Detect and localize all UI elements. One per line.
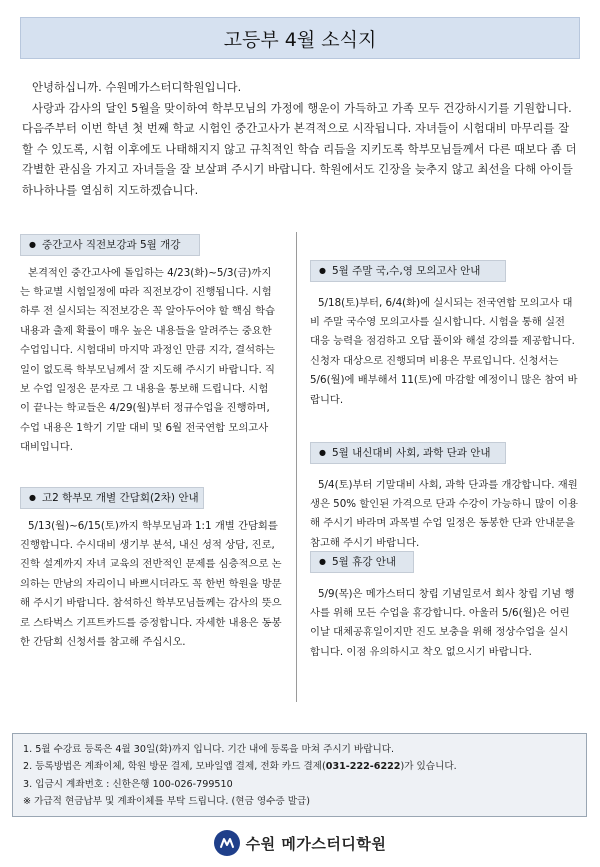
payment-notice-box xyxy=(12,733,587,817)
notice-line xyxy=(23,758,576,775)
notice-line: ※ 가급적 현금납부 및 계좌이체를 부탁 드립니다. (현금 영수증 발급) xyxy=(23,796,310,808)
notice-line: 3. 입금시 계좌번호 : 신한은행 100-026-799510 xyxy=(23,778,233,790)
intro-letter xyxy=(22,78,582,202)
section-heading-text: 5월 내신대비 사회, 과학 단과 안내 xyxy=(331,447,491,459)
section-heading-text: 5월 휴강 안내 xyxy=(331,556,397,568)
notice-text: 2. 등록방법은 계좌이체, 학원 방문 결제, 모바일앱 결제, 전화 카드 결제( xyxy=(23,761,326,773)
intro-greeting: 안녕하십니까. 수원메가스터디학원입니다. xyxy=(32,81,242,94)
footer xyxy=(0,827,600,859)
section-heading-text: 고2 학부모 개별 간담회(2차) 안내 xyxy=(41,492,199,504)
section-heading xyxy=(310,260,506,282)
section-special-course xyxy=(310,440,578,553)
section-body: 본격적인 중간고사에 돌입하는 4/23(화)~5/3(금)까지는 학교별 시험일정에 따라 직전보강이 진행됩니다. 시험 하루 전 실시되는 직전보강은 꼭 알아두어야 할 핵심 학습 내용과 출제 확률이 매우 높은 내용들을 알려주는 중요한 수업입니다. 시험대비 마지막 과정인 만큼 지각, 결석하는 일이 없도록 학부모님께서 잘 지도해 주시기 바랍니다. 직보 수업 일정은 문자로 그 내용을 통보해 드립니다. 시험이 끝나는 학교들은 4/29(월)부터 정규수업을 진행하며, 수업 내용은 1학기 기말 대비 및 6월 전국연합 모의고사 대비입니다. xyxy=(20,266,275,454)
section-body: 5/4(토)부터 기말대비 사회, 과학 단과를 개강합니다. 재원생은 50% 할인된 가격으로 단과 수강이 가능하니 많이 이용해 주시기 바라며 과목별 수업 일정은 동봉한 단과 안내문을 참고해 주시기 바랍니다. xyxy=(310,478,578,549)
intro-body: 사랑과 감사의 달인 5월을 맞이하여 학부모님의 가정에 행운이 가득하고 가족 모두 건강하시기를 기원합니다. 다음주부터 이번 학년 첫 번째 학교 시험인 중간고사가 본격적으로 시작됩니다. 자녀들이 시험대비 마무리를 잘 할 수 있도록, 시험 이후에도 나태해지지 않고 규칙적인 학습 리듬을 지키도록 학부모님들께서 다른 때보다 좀 더 각별한 관심을 가지고 자녀들을 잘 보살펴 주시기 바랍니다. 학원에서도 긴장을 늦추지 않고 최선을 다해 아이들 하나하나를 열심히 지도하겠습니다. xyxy=(22,101,577,197)
section-heading-text: 중간고사 직전보강과 5월 개강 xyxy=(41,239,181,251)
section-mock-exam xyxy=(310,258,578,410)
section-midterm xyxy=(20,232,275,458)
section-body: 5/13(월)~6/15(토)까지 학부모님과 1:1 개별 간담회를 진행합니다. 수시대비 생기부 분석, 내신 성적 상담, 진로, 진학 설계까지 자녀 교육의 전반적인 문제를 심층적으로 논의하는 만남의 자리이니 바쁘시더라도 꼭 한번 학원을 방문해 주시기 바랍니다. 참석하신 학부모님들께는 감사의 뜻으로 스타벅스 기프트카드를 증정합니다. 자세한 내용은 동봉한 간담회 신청서를 참고해 주십시오. xyxy=(20,519,282,648)
bullet-icon: ● xyxy=(319,448,326,457)
section-holiday xyxy=(310,549,575,662)
section-counsel xyxy=(20,485,282,652)
academy-name: 수원 메가스터디학원 xyxy=(245,834,387,853)
notice-text: )가 있습니다. xyxy=(400,761,457,773)
megastudy-logo-icon xyxy=(214,830,240,856)
bullet-icon: ● xyxy=(29,240,36,249)
section-heading-text: 5월 주말 국,수,영 모의고사 안내 xyxy=(331,265,481,277)
phone-number: 031-222-6222 xyxy=(325,761,401,773)
column-divider xyxy=(296,232,297,702)
page-title: 고등부 4월 소식지 xyxy=(20,17,580,59)
bullet-icon: ● xyxy=(29,493,36,502)
bullet-icon: ● xyxy=(319,266,326,275)
notice-line: 1. 5월 수강료 등록은 4월 30일(화)까지 입니다. 기간 내에 등록을 마쳐 주시기 바랍니다. xyxy=(23,744,395,755)
section-heading xyxy=(310,442,506,464)
bullet-icon: ● xyxy=(319,557,326,566)
section-heading xyxy=(20,234,200,256)
section-body: 5/9(목)은 메가스터디 창립 기념일로서 회사 창립 기념 행사를 위해 모든 수업을 휴강합니다. 아울러 5/6(월)은 어린이날 대체공휴일이지만 진도 보충을 위해 정상수업을 실시합니다. 이점 유의하시고 착오 없으시기 바랍니다. xyxy=(310,587,575,658)
section-body: 5/18(토)부터, 6/4(화)에 실시되는 전국연합 모의고사 대비 주말 국수영 모의고사를 실시합니다. 시험을 통해 실전 대응 능력을 점검하고 오답 풀이와 해설 강의를 제공합니다. 신청자 대상으로 진행되며 비용은 무료입니다. 신청서는 5/6(월)에 배부해서 11(토)에 마감할 예정이니 많은 참여 바랍니다. xyxy=(310,296,578,406)
section-heading xyxy=(310,551,414,573)
section-heading xyxy=(20,487,204,509)
